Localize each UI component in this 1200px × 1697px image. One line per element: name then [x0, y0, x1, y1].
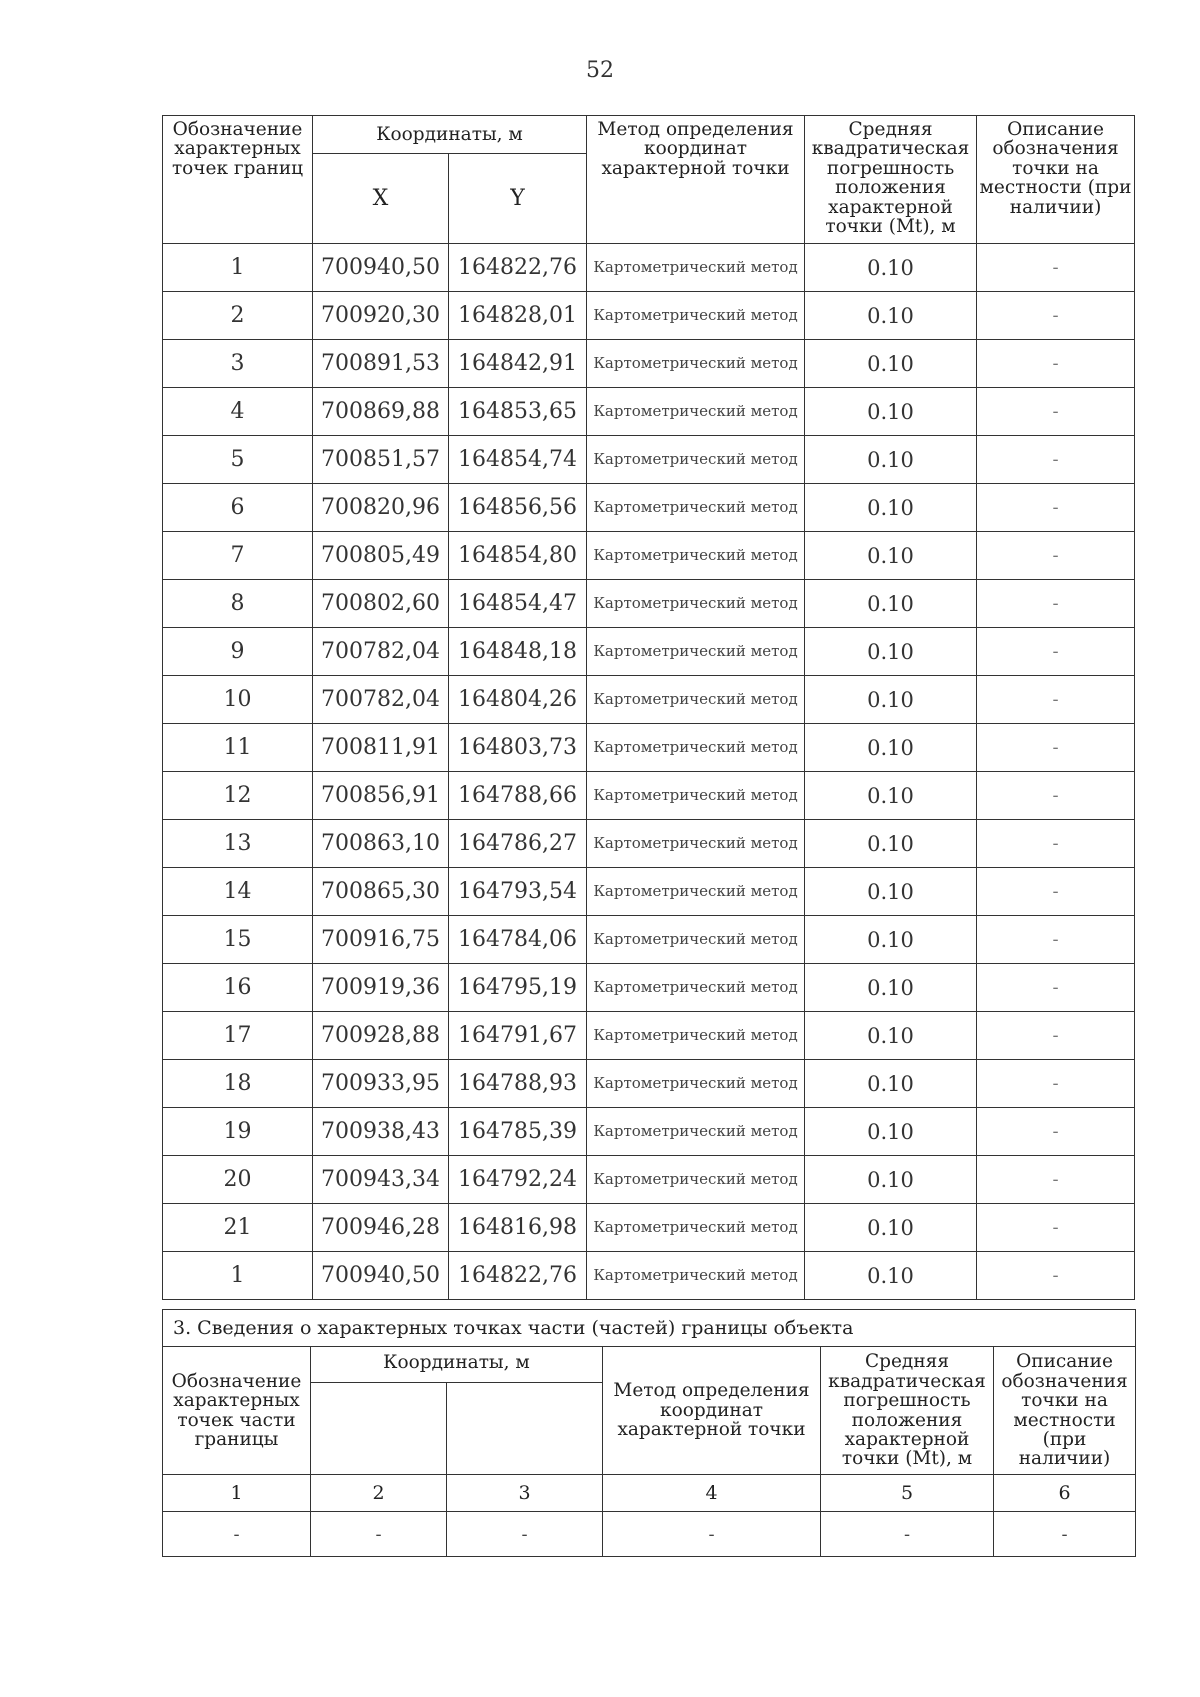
error-cell: 0.10 [805, 772, 977, 820]
table-row [163, 676, 1135, 724]
x-cell: 700916,75 [313, 916, 449, 964]
header-description: Описание обозначения точки на местности (при наличии) [977, 116, 1135, 244]
parts-header-point-designation: Обозначение характерных точек части границы [163, 1347, 311, 1475]
parts-header-method: Метод определения координат характерной точки [603, 1347, 821, 1475]
point-cell: 1 [163, 244, 313, 292]
parts-table [162, 1309, 1136, 1557]
description-cell: - [977, 532, 1135, 580]
y-cell: 164795,19 [449, 964, 587, 1012]
table-row [163, 292, 1135, 340]
method-cell: Картометрический метод [587, 1252, 805, 1300]
empty-cell: - [163, 1512, 311, 1557]
column-number: 6 [994, 1475, 1136, 1512]
error-cell: 0.10 [805, 1252, 977, 1300]
table-row [163, 628, 1135, 676]
point-cell: 17 [163, 1012, 313, 1060]
table-row [163, 964, 1135, 1012]
x-cell: 700928,88 [313, 1012, 449, 1060]
header-y: Y [449, 154, 587, 244]
parts-header-description: Описание обозначения точки на местности (при наличии) [994, 1347, 1136, 1475]
y-cell: 164804,26 [449, 676, 587, 724]
x-cell: 700938,43 [313, 1108, 449, 1156]
error-cell: 0.10 [805, 340, 977, 388]
point-cell: 2 [163, 292, 313, 340]
error-cell: 0.10 [805, 292, 977, 340]
point-cell: 16 [163, 964, 313, 1012]
description-cell: - [977, 292, 1135, 340]
table-row [163, 340, 1135, 388]
y-cell: 164785,39 [449, 1108, 587, 1156]
error-cell: 0.10 [805, 532, 977, 580]
x-cell: 700802,60 [313, 580, 449, 628]
parts-header-coordinates: Координаты, м [311, 1347, 603, 1383]
column-number: 5 [821, 1475, 994, 1512]
x-cell: 700865,30 [313, 868, 449, 916]
table-row [163, 1108, 1135, 1156]
method-cell: Картометрический метод [587, 868, 805, 916]
error-cell: 0.10 [805, 388, 977, 436]
description-cell: - [977, 436, 1135, 484]
y-cell: 164793,54 [449, 868, 587, 916]
description-cell: - [977, 340, 1135, 388]
x-cell: 700782,04 [313, 676, 449, 724]
description-cell: - [977, 1156, 1135, 1204]
table-row [163, 868, 1135, 916]
table-row [163, 484, 1135, 532]
empty-cell: - [821, 1512, 994, 1557]
table-row [163, 532, 1135, 580]
column-number: 2 [311, 1475, 447, 1512]
point-cell: 1 [163, 1252, 313, 1300]
x-cell: 700869,88 [313, 388, 449, 436]
y-cell: 164848,18 [449, 628, 587, 676]
header-coordinates: Координаты, м [313, 116, 587, 154]
x-cell: 700856,91 [313, 772, 449, 820]
y-cell: 164788,66 [449, 772, 587, 820]
error-cell: 0.10 [805, 1060, 977, 1108]
coordinates-table-body [163, 244, 1135, 1300]
error-cell: 0.10 [805, 1108, 977, 1156]
header-method: Метод определения координат характерной точки [587, 116, 805, 244]
error-cell: 0.10 [805, 724, 977, 772]
error-cell: 0.10 [805, 1204, 977, 1252]
method-cell: Картометрический метод [587, 292, 805, 340]
column-number: 4 [603, 1475, 821, 1512]
x-cell: 700811,91 [313, 724, 449, 772]
y-cell: 164828,01 [449, 292, 587, 340]
x-cell: 700920,30 [313, 292, 449, 340]
description-cell: - [977, 820, 1135, 868]
method-cell: Картометрический метод [587, 388, 805, 436]
table-row [163, 772, 1135, 820]
method-cell: Картометрический метод [587, 772, 805, 820]
y-cell: 164816,98 [449, 1204, 587, 1252]
description-cell: - [977, 676, 1135, 724]
x-cell: 700820,96 [313, 484, 449, 532]
x-cell: 700891,53 [313, 340, 449, 388]
point-cell: 12 [163, 772, 313, 820]
x-cell: 700919,36 [313, 964, 449, 1012]
description-cell: - [977, 388, 1135, 436]
point-cell: 18 [163, 1060, 313, 1108]
method-cell: Картометрический метод [587, 1012, 805, 1060]
y-cell: 164786,27 [449, 820, 587, 868]
point-cell: 20 [163, 1156, 313, 1204]
method-cell: Картометрический метод [587, 436, 805, 484]
method-cell: Картометрический метод [587, 820, 805, 868]
description-cell: - [977, 580, 1135, 628]
table-row [163, 1156, 1135, 1204]
point-cell: 8 [163, 580, 313, 628]
error-cell: 0.10 [805, 916, 977, 964]
description-cell: - [977, 244, 1135, 292]
description-cell: - [977, 724, 1135, 772]
y-cell: 164854,47 [449, 580, 587, 628]
y-cell: 164792,24 [449, 1156, 587, 1204]
table-row [163, 1012, 1135, 1060]
table-row [163, 820, 1135, 868]
method-cell: Картометрический метод [587, 580, 805, 628]
header-x: X [313, 154, 449, 244]
table-row [163, 1060, 1135, 1108]
description-cell: - [977, 916, 1135, 964]
x-cell: 700940,50 [313, 244, 449, 292]
method-cell: Картометрический метод [587, 1204, 805, 1252]
point-cell: 5 [163, 436, 313, 484]
point-cell: 19 [163, 1108, 313, 1156]
point-cell: 13 [163, 820, 313, 868]
method-cell: Картометрический метод [587, 1108, 805, 1156]
coordinates-table [162, 115, 1135, 1300]
description-cell: - [977, 1060, 1135, 1108]
method-cell: Картометрический метод [587, 916, 805, 964]
error-cell: 0.10 [805, 244, 977, 292]
error-cell: 0.10 [805, 676, 977, 724]
method-cell: Картометрический метод [587, 340, 805, 388]
method-cell: Картометрический метод [587, 244, 805, 292]
description-cell: - [977, 1252, 1135, 1300]
table-row [163, 244, 1135, 292]
y-cell: 164853,65 [449, 388, 587, 436]
point-cell: 3 [163, 340, 313, 388]
x-cell: 700943,34 [313, 1156, 449, 1204]
y-cell: 164842,91 [449, 340, 587, 388]
error-cell: 0.10 [805, 628, 977, 676]
section-title: 3. Сведения о характерных точках части (частей) границы объекта [163, 1310, 1136, 1347]
point-cell: 4 [163, 388, 313, 436]
description-cell: - [977, 772, 1135, 820]
point-cell: 14 [163, 868, 313, 916]
empty-cell: - [311, 1512, 447, 1557]
method-cell: Картометрический метод [587, 532, 805, 580]
error-cell: 0.10 [805, 868, 977, 916]
method-cell: Картометрический метод [587, 1156, 805, 1204]
y-cell: 164822,76 [449, 244, 587, 292]
error-cell: 0.10 [805, 820, 977, 868]
table-row [163, 916, 1135, 964]
empty-cell: - [603, 1512, 821, 1557]
parts-header-error: Средняя квадратическая погрешность положения характерной точки (Mt), м [821, 1347, 994, 1475]
error-cell: 0.10 [805, 436, 977, 484]
description-cell: - [977, 964, 1135, 1012]
method-cell: Картометрический метод [587, 628, 805, 676]
empty-cell: - [447, 1512, 603, 1557]
point-cell: 21 [163, 1204, 313, 1252]
point-cell: 11 [163, 724, 313, 772]
table-row [163, 388, 1135, 436]
y-cell: 164791,67 [449, 1012, 587, 1060]
header-point-designation: Обозначение характерных точек границ [163, 116, 313, 244]
parts-header-x-empty [311, 1383, 447, 1475]
description-cell: - [977, 1012, 1135, 1060]
header-error: Средняя квадратическая погрешность положения характерной точки (Mt), м [805, 116, 977, 244]
y-cell: 164822,76 [449, 1252, 587, 1300]
table-row [163, 580, 1135, 628]
description-cell: - [977, 484, 1135, 532]
error-cell: 0.10 [805, 964, 977, 1012]
column-number: 1 [163, 1475, 311, 1512]
table-row [163, 1204, 1135, 1252]
y-cell: 164788,93 [449, 1060, 587, 1108]
y-cell: 164803,73 [449, 724, 587, 772]
x-cell: 700851,57 [313, 436, 449, 484]
column-number: 3 [447, 1475, 603, 1512]
x-cell: 700805,49 [313, 532, 449, 580]
y-cell: 164784,06 [449, 916, 587, 964]
y-cell: 164856,56 [449, 484, 587, 532]
x-cell: 700946,28 [313, 1204, 449, 1252]
x-cell: 700782,04 [313, 628, 449, 676]
point-cell: 6 [163, 484, 313, 532]
method-cell: Картометрический метод [587, 724, 805, 772]
page-number: 52 [586, 58, 614, 83]
table-row [163, 436, 1135, 484]
error-cell: 0.10 [805, 1012, 977, 1060]
table-row [163, 1252, 1135, 1300]
x-cell: 700933,95 [313, 1060, 449, 1108]
method-cell: Картометрический метод [587, 484, 805, 532]
error-cell: 0.10 [805, 580, 977, 628]
y-cell: 164854,74 [449, 436, 587, 484]
x-cell: 700940,50 [313, 1252, 449, 1300]
point-cell: 7 [163, 532, 313, 580]
description-cell: - [977, 628, 1135, 676]
error-cell: 0.10 [805, 1156, 977, 1204]
point-cell: 9 [163, 628, 313, 676]
parts-header-y-empty [447, 1383, 603, 1475]
description-cell: - [977, 868, 1135, 916]
method-cell: Картометрический метод [587, 964, 805, 1012]
description-cell: - [977, 1204, 1135, 1252]
y-cell: 164854,80 [449, 532, 587, 580]
method-cell: Картометрический метод [587, 1060, 805, 1108]
point-cell: 15 [163, 916, 313, 964]
method-cell: Картометрический метод [587, 676, 805, 724]
error-cell: 0.10 [805, 484, 977, 532]
point-cell: 10 [163, 676, 313, 724]
empty-cell: - [994, 1512, 1136, 1557]
description-cell: - [977, 1108, 1135, 1156]
x-cell: 700863,10 [313, 820, 449, 868]
table-row [163, 724, 1135, 772]
